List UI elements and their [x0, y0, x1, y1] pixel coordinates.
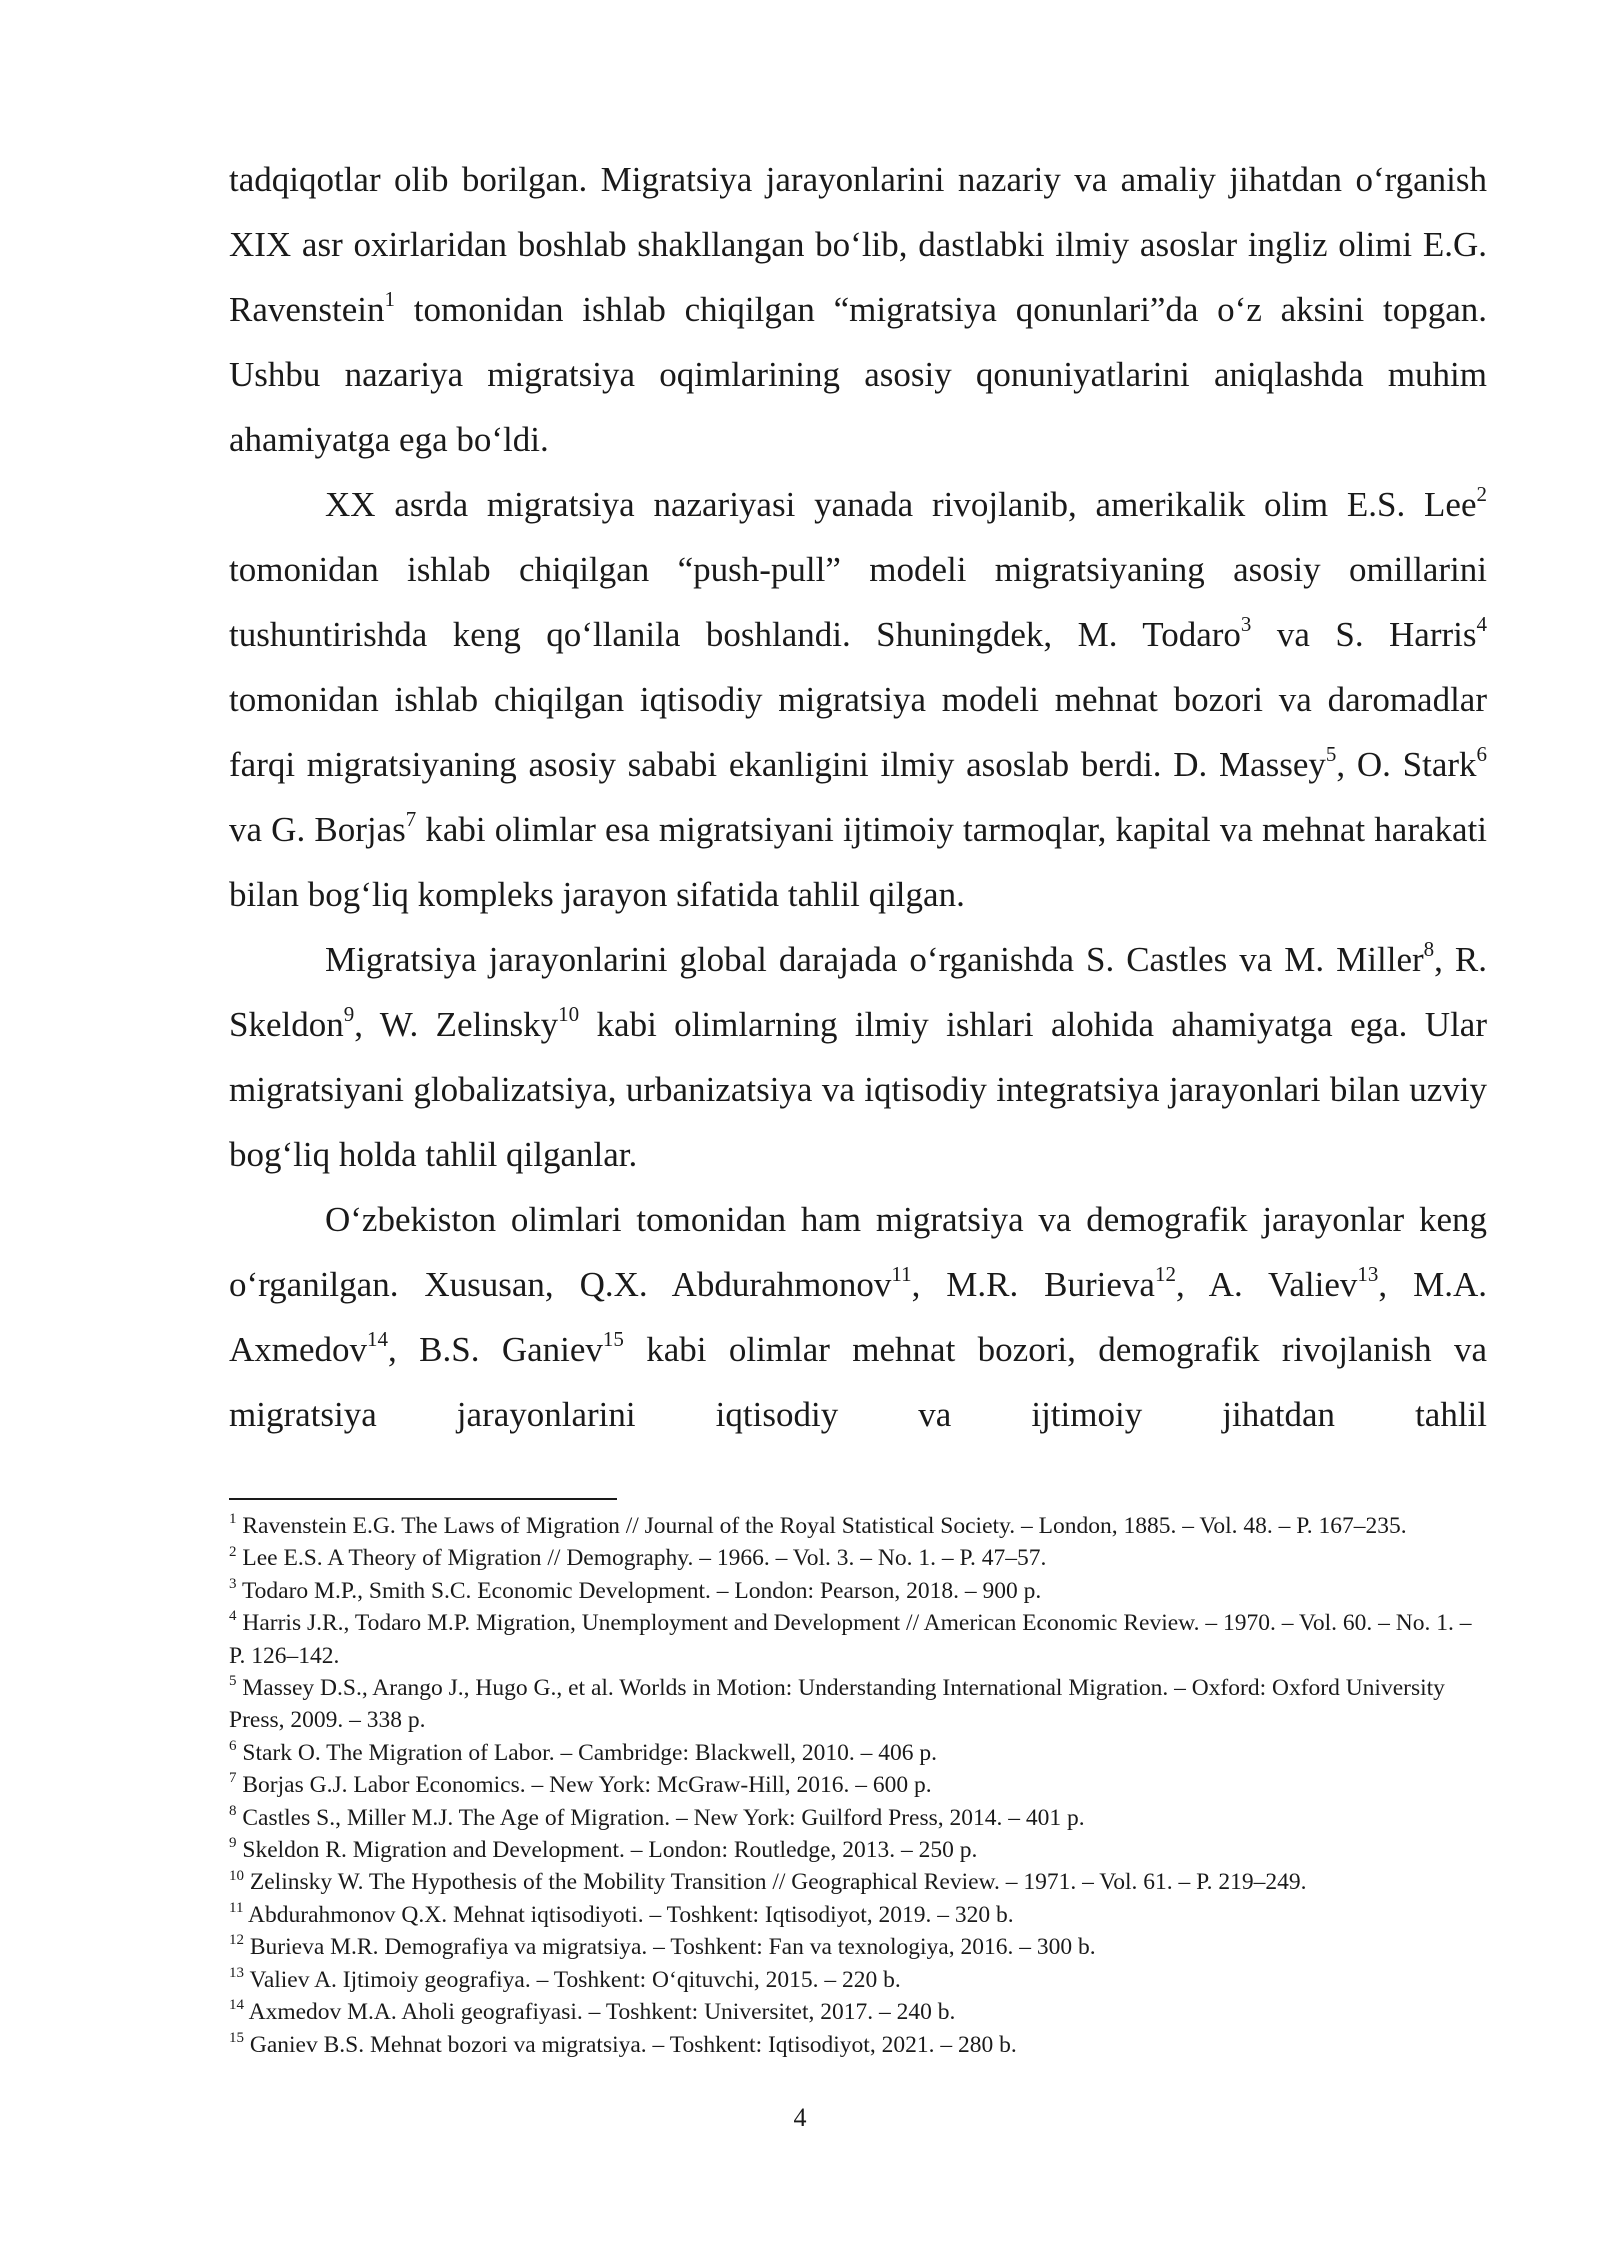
paragraph-text: kabi olimlar mehnat bozori, demografik rivojlanish va migratsiya jarayonlarini iqtisodiy va ijtimoiy jihatdan tahlil — [229, 1330, 1487, 1434]
paragraph-text: tomonidan ishlab chiqilgan “migratsiya qonunlari”da o‘z aksini topgan. Ushbu nazariya migratsiya oqimlarining asosiy qonuniyatlarini aniqlashda muhim ahamiyatga ega bo‘ldi. — [229, 290, 1487, 459]
body-text — [229, 147, 1487, 1447]
footnote-number: 2 — [229, 1543, 237, 1560]
footnote-separator — [229, 1498, 617, 1500]
footnote-number: 3 — [229, 1575, 237, 1592]
footnote-reference[interactable]: 8 — [1423, 937, 1435, 962]
paragraph-text: , R. Skeldon — [229, 940, 1487, 1044]
paragraph-text: va G. Borjas — [229, 810, 406, 849]
footnote-number: 10 — [229, 1867, 244, 1884]
footnote-reference[interactable]: 2 — [1476, 482, 1487, 507]
footnote — [229, 1737, 1487, 1769]
footnote — [229, 1575, 1487, 1607]
paragraph — [229, 927, 1487, 1187]
footnote — [229, 1899, 1487, 1931]
footnotes — [229, 1510, 1487, 2061]
footnote-reference[interactable]: 12 — [1154, 1262, 1176, 1287]
footnote-reference[interactable]: 4 — [1476, 612, 1487, 637]
paragraph-text: kabi olimlar esa migratsiyani ijtimoiy tarmoqlar, kapital va mehnat harakati bilan bog‘liq kompleks jarayon sifatida tahlil qilgan. — [229, 810, 1487, 914]
footnote-text: Ganiev B.S. Mehnat bozori va migratsiya. – Toshkent: Iqtisodiyot, 2021. – 280 b. — [249, 2031, 1017, 2058]
paragraph-text: , B.S. Ganiev — [388, 1330, 603, 1369]
footnote — [229, 1964, 1487, 1996]
footnote-number: 12 — [229, 1932, 244, 1949]
paragraph-text: , W. Zelinsky — [354, 1005, 559, 1044]
footnote-text: Axmedov M.A. Aholi geografiyasi. – Toshkent: Universitet, 2017. – 240 b. — [248, 1999, 956, 2026]
footnote-number: 11 — [229, 1900, 244, 1917]
footnote-number: 1 — [229, 1511, 237, 1528]
footnote-number: 7 — [229, 1770, 237, 1787]
footnote — [229, 1802, 1487, 1834]
footnote-reference[interactable]: 10 — [558, 1002, 580, 1027]
footnote-text: Todaro M.P., Smith S.C. Economic Development. – London: Pearson, 2018. – 900 p. — [241, 1577, 1042, 1604]
paragraph-text: tomonidan ishlab chiqilgan “push-pull” modeli migratsiyaning asosiy omillarini tushuntirishda keng qo‘llanila boshlandi. Shuningdek, M. Todaro — [229, 550, 1487, 654]
footnote-reference[interactable]: 11 — [891, 1262, 912, 1287]
footnote-reference[interactable]: 7 — [405, 807, 417, 832]
footnote — [229, 1996, 1487, 2028]
paragraph-text: , M.A. Axmedov — [229, 1265, 1487, 1369]
footnote — [229, 1672, 1487, 1737]
footnote-text: Zelinsky W. The Hypothesis of the Mobility Transition // Geographical Review. – 1971. – Vol. 61. – P. 219–249. — [249, 1869, 1307, 1896]
footnote-number: 4 — [229, 1608, 237, 1625]
paragraph-text: tomonidan ishlab chiqilgan iqtisodiy migratsiya modeli mehnat bozori va daromadlar farqi migratsiyaning asosiy sababi ekanligini ilmiy asoslab berdi. D. Massey — [229, 680, 1487, 784]
footnote-text: Lee E.S. A Theory of Migration // Demography. – 1966. – Vol. 3. – No. 1. – P. 47–57. — [242, 1545, 1047, 1572]
footnote-text: Castles S., Miller M.J. The Age of Migration. – New York: Guilford Press, 2014. – 401 p. — [242, 1804, 1085, 1831]
page-number: 4 — [793, 2103, 807, 2132]
footnote-text: Burieva M.R. Demografiya va migratsiya. – Toshkent: Fan va texnologiya, 2016. – 300 b. — [249, 1934, 1096, 1961]
paragraph-text: O‘zbekiston olimlari tomonidan ham migratsiya va demografik jarayonlar keng o‘rganilgan. Xususan, Q.X. Abdurahmonov — [229, 1200, 1487, 1304]
footnote-text: Stark O. The Migration of Labor. – Cambridge: Blackwell, 2010. – 406 p. — [242, 1739, 938, 1766]
footnote-text: Borjas G.J. Labor Economics. – New York: McGraw-Hill, 2016. – 600 p. — [242, 1772, 932, 1799]
footnote-text: Massey D.S., Arango J., Hugo G., et al. Worlds in Motion: Understanding International Migration. – Oxford: Oxford University Press, 2009. – 338 p. — [229, 1675, 1445, 1734]
paragraph-text: , O. Stark — [1336, 745, 1477, 784]
footnote-text: Ravenstein E.G. The Laws of Migration // Journal of the Royal Statistical Society. – London, 1885. – Vol. 48. – P. 167–235. — [242, 1513, 1407, 1539]
footnote — [229, 1931, 1487, 1963]
footnote-reference[interactable]: 5 — [1325, 742, 1337, 767]
footnote-number: 15 — [229, 2029, 244, 2046]
paragraph — [229, 1187, 1487, 1447]
footnote-text: Harris J.R., Todaro M.P. Migration, Unemployment and Development // American Economic Review. – 1970. – Vol. 60. – No. 1. – P. 126–142. — [229, 1610, 1472, 1669]
footnote — [229, 1510, 1487, 1542]
footnote-text: Abdurahmonov Q.X. Mehnat iqtisodiyoti. – Toshkent: Iqtisodiyot, 2019. – 320 b. — [248, 1901, 1014, 1928]
paragraph-text: Migratsiya jarayonlarini global darajada o‘rganishda S. Castles va M. Miller — [325, 940, 1424, 979]
footnote-reference[interactable]: 3 — [1240, 612, 1252, 637]
footnote-text: Skeldon R. Migration and Development. – London: Routledge, 2013. – 250 p. — [242, 1837, 978, 1864]
footnote-number: 13 — [229, 1964, 244, 1981]
footnote — [229, 2029, 1487, 2061]
paragraph-text: tadqiqotlar olib borilgan. Migratsiya jarayonlarini nazariy va amaliy jihatdan o‘rganish XIX asr oxirlaridan boshlab shakllangan bo‘lib, dastlabki ilmiy asoslar ingliz olimi E.G. Ravenstein — [229, 160, 1487, 329]
paragraph — [229, 472, 1487, 927]
footnote-number: 9 — [229, 1835, 237, 1852]
footnote — [229, 1769, 1487, 1801]
footnote — [229, 1607, 1487, 1672]
footnote-number: 14 — [229, 1997, 244, 2014]
footnote-reference[interactable]: 13 — [1357, 1262, 1379, 1287]
footnote-number: 8 — [229, 1802, 237, 1819]
footnote-reference[interactable]: 14 — [367, 1327, 389, 1352]
footnote — [229, 1834, 1487, 1866]
paragraph — [229, 147, 1487, 472]
footnote-reference[interactable]: 15 — [602, 1327, 624, 1352]
footnote-number: 5 — [229, 1673, 237, 1690]
footnote-reference[interactable]: 9 — [343, 1002, 355, 1027]
paragraph-text: , M.R. Burieva — [911, 1265, 1155, 1304]
footnote-reference[interactable]: 6 — [1476, 742, 1488, 767]
footnote-text: Valiev A. Ijtimoiy geografiya. – Toshkent: O‘qituvchi, 2015. – 220 b. — [249, 1966, 901, 1993]
paragraph-text: va S. Harris — [1251, 615, 1477, 654]
footnote-reference[interactable]: 1 — [384, 287, 396, 312]
paragraph-text: XX asrda migratsiya nazariyasi yanada rivojlanib, amerikalik olim E.S. Lee — [325, 485, 1477, 524]
footnote — [229, 1542, 1487, 1574]
footnote — [229, 1866, 1487, 1898]
paragraph-text: , A. Valiev — [1175, 1265, 1358, 1304]
paragraph-text: kabi olimlarning ilmiy ishlari alohida ahamiyatga ega. Ular migratsiyani globalizatsiya, urbanizatsiya va iqtisodiy integratsiya jarayonlari bilan uzviy bog‘liq holda tahlil qilganlar. — [229, 1005, 1487, 1174]
footnote-number: 6 — [229, 1738, 237, 1755]
